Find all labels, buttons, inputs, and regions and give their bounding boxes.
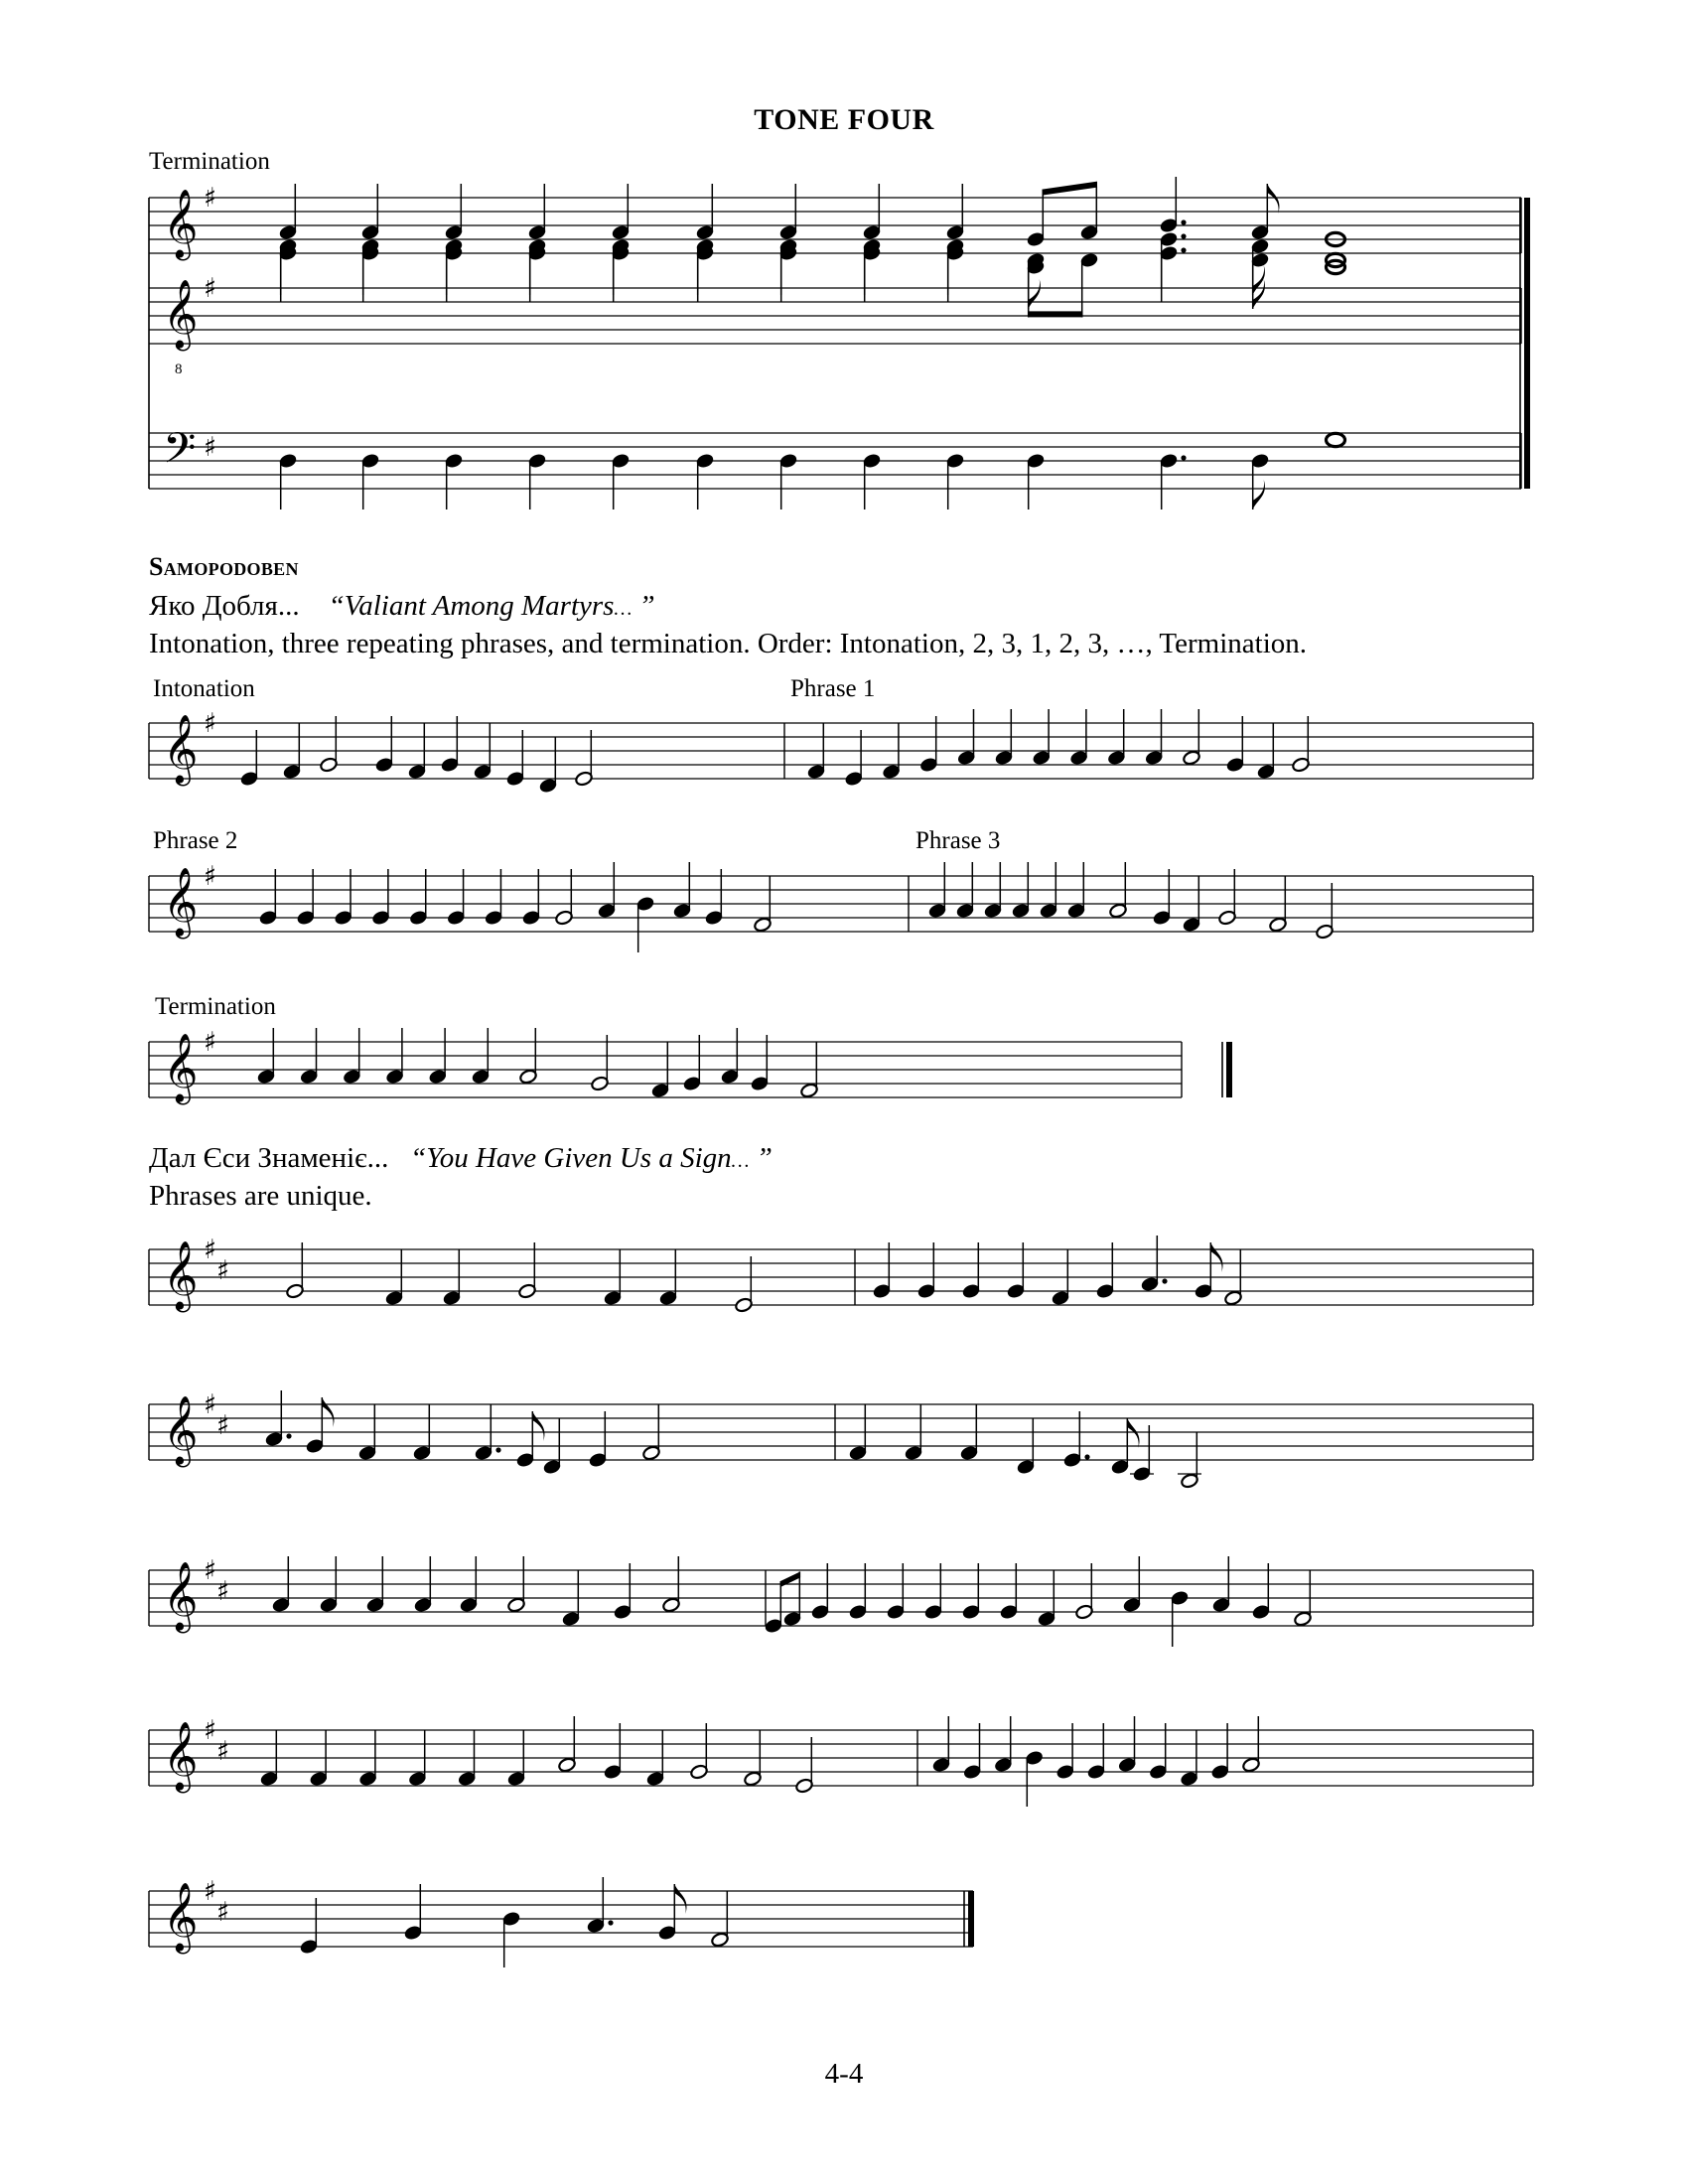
- final-barline-thick: [968, 1891, 974, 1947]
- hymn1-description: Intonation, three repeating phrases, and termination. Order: Intonation, 2, 3, 1, 2, 3, …, Termination.: [149, 628, 1308, 659]
- augmentation-dot: [286, 1433, 291, 1438]
- treble-clef-icon: 𝄞: [163, 714, 199, 784]
- sharp-icon: ♯: [204, 708, 217, 739]
- augmentation-dot: [1162, 1278, 1167, 1283]
- sharp-icon: ♯: [204, 861, 217, 892]
- hymn1-title-ellipsis: …: [614, 598, 633, 620]
- sharp-icon: ♯: [216, 1576, 230, 1607]
- bass-note-whole-head: [1327, 433, 1345, 446]
- treble-clef-icon: 𝄞: [163, 1033, 199, 1102]
- hymn1-title-english: “Valiant Among Martyrs: [328, 590, 615, 622]
- sign-line2-note-flag: [532, 1411, 544, 1441]
- sign-line2-note-flag: [1127, 1418, 1139, 1448]
- hymn2-title-ellipsis: …: [731, 1150, 750, 1172]
- sharp-icon: ♯: [216, 1410, 230, 1441]
- treble-clef-icon: 𝄞: [163, 1395, 199, 1465]
- sharp-icon: ♯: [204, 1555, 217, 1586]
- augmentation-dot: [1181, 247, 1186, 252]
- hymn2-title-close: ”: [749, 1142, 773, 1174]
- treble-clef-icon: 𝄞: [163, 1882, 199, 1952]
- sign-line3-beamed-note-beam: [780, 1571, 801, 1587]
- treble-clef-icon: 𝄞: [163, 1561, 199, 1631]
- sharp-icon: ♯: [216, 1255, 230, 1286]
- phrase3-label: Phrase 3: [915, 827, 1001, 854]
- treble-clef-icon: 𝄞: [163, 1721, 199, 1791]
- intonation-label: Intonation: [153, 675, 255, 702]
- sharp-icon: ♯: [204, 1027, 217, 1058]
- bass-clef-icon: 𝄢: [163, 424, 197, 484]
- hymn2-description: Phrases are unique.: [149, 1180, 372, 1212]
- samopodoben-heading: Samopodoben: [149, 552, 299, 581]
- treble-clef-icon: 𝄞: [163, 1240, 199, 1310]
- treble-clef-icon: 𝄞: [163, 189, 199, 258]
- soprano-beamed-note-beam: [1043, 182, 1098, 196]
- termination-label: Termination: [149, 148, 270, 175]
- sign-line2-note-flag: [322, 1397, 334, 1427]
- sharp-icon: ♯: [204, 1715, 217, 1746]
- hymn2-title-cyrillic: Дал Єси Знаменіє...: [149, 1142, 389, 1174]
- sharp-icon: ♯: [216, 1897, 230, 1928]
- sign-line5-note-flag: [674, 1884, 686, 1914]
- treble-clef-icon: 𝄞: [163, 279, 199, 349]
- augmentation-dot: [608, 1920, 613, 1925]
- hymn2-title-english: “You Have Given Us a Sign: [410, 1142, 732, 1174]
- sharp-icon: ♯: [216, 1736, 230, 1767]
- tenor-beamed-note-beam: [1028, 311, 1083, 317]
- page-title: TONE FOUR: [754, 103, 934, 136]
- sign-line1-note-flag: [1210, 1242, 1222, 1272]
- sharp-icon: ♯: [204, 1389, 217, 1420]
- octave-8-marker: 8: [175, 362, 183, 377]
- treble-clef-icon: 𝄞: [163, 867, 199, 937]
- hymn1-termination-label: Termination: [155, 993, 276, 1020]
- augmentation-dot: [1084, 1454, 1089, 1459]
- phrase1-label: Phrase 1: [790, 675, 876, 702]
- sharp-icon: ♯: [204, 273, 217, 304]
- augmentation-dot: [495, 1447, 500, 1452]
- sharp-icon: ♯: [204, 432, 217, 463]
- alto-note-flag: [1029, 279, 1041, 309]
- sharp-icon: ♯: [204, 1876, 217, 1907]
- sharp-icon: ♯: [204, 1235, 217, 1265]
- sharp-icon: ♯: [204, 183, 217, 214]
- augmentation-dot: [1181, 455, 1186, 460]
- bass-note-flag: [1253, 480, 1265, 510]
- final-barline-thick: [1226, 1042, 1232, 1097]
- augmentation-dot: [1181, 233, 1186, 238]
- hymn1-title-cyrillic: Яко Добля...: [149, 590, 300, 622]
- hymn1-title-close: ”: [632, 590, 655, 622]
- soprano-note-flag: [1267, 184, 1279, 214]
- phrase2-label: Phrase 2: [153, 827, 238, 854]
- augmentation-dot: [1181, 219, 1186, 224]
- final-barline-thick: [1524, 198, 1530, 489]
- page-number: 4-4: [824, 2058, 864, 2090]
